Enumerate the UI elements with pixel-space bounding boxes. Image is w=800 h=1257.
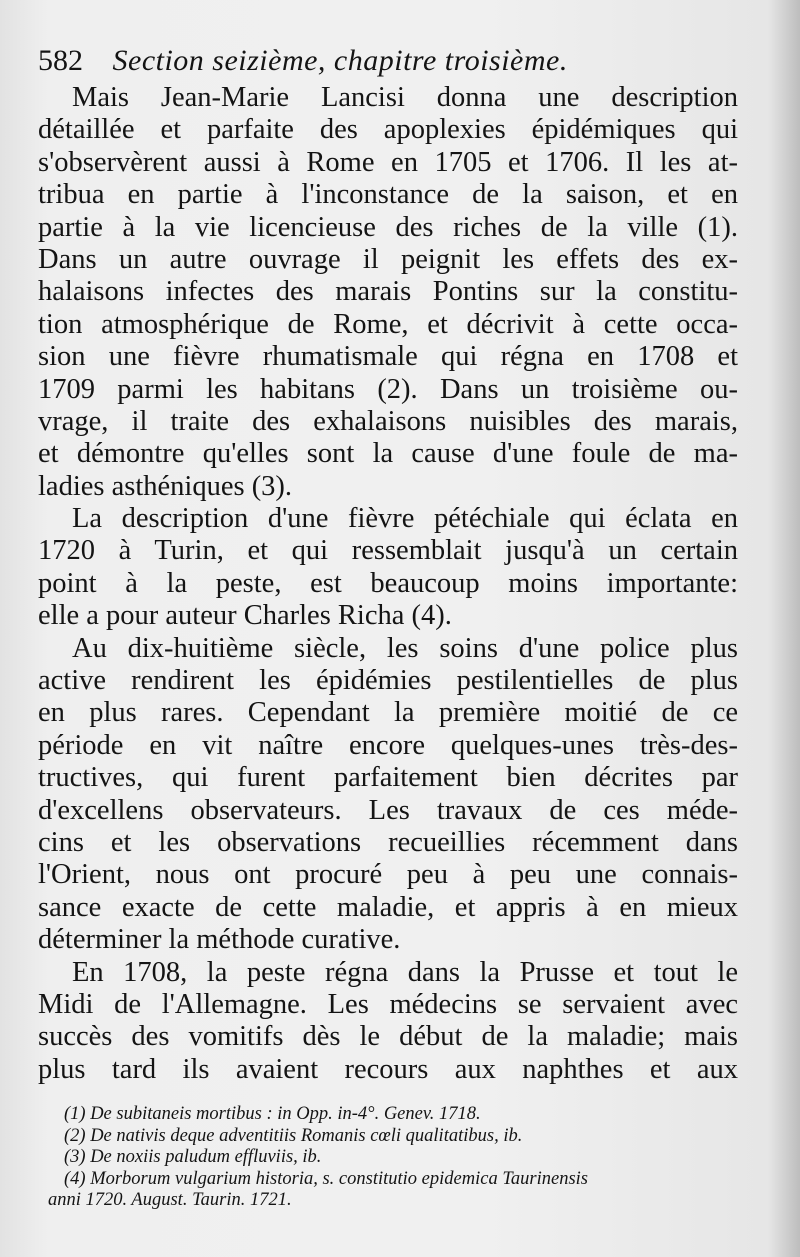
- body-text: [38, 82, 738, 1086]
- text-line: succès des vomitifs dès le début de la maladie; mais: [38, 1021, 738, 1053]
- footnote: (1) De subitaneis mortibus : in Opp. in-4°. Genev. 1718.: [64, 1104, 481, 1124]
- text-line: Midi de l'Allemagne. Les médecins se servaient avec: [38, 988, 738, 1020]
- text-line: halaisons infectes des marais Pontins sur la constitu-: [38, 276, 738, 308]
- text-line: Mais Jean-Marie Lancisi donna une description: [72, 82, 738, 113]
- text-line: partie à la vie licencieuse des riches de la ville (1).: [38, 211, 738, 243]
- text-line: et démontre qu'elles sont la cause d'une foule de ma-: [38, 438, 738, 470]
- text-line: cins et les observations recueillies récemment dans: [38, 826, 738, 858]
- text-line: s'observèrent aussi à Rome en 1705 et 1706. Il les at-: [38, 146, 738, 178]
- text-line: 1720 à Turin, et qui ressemblait jusqu'à un certain: [38, 535, 738, 567]
- text-line: en plus rares. Cependant la première moitié de ce: [38, 697, 738, 729]
- text-line: active rendirent les épidémies pestilentielles de plus: [38, 665, 738, 697]
- running-title: Section seizième, chapitre troisième.: [112, 44, 568, 77]
- footnote: (3) De noxiis paludum effluviis, ib.: [64, 1147, 322, 1168]
- text-line: En 1708, la peste régna dans la Prusse et tout le: [72, 956, 738, 988]
- text-line: l'Orient, nous ont procuré peu à peu une connais-: [38, 859, 738, 891]
- text-line: point à la peste, est beaucoup moins importante:: [38, 567, 738, 599]
- text-line: déterminer la méthode curative.: [38, 924, 401, 956]
- text-line: période en vit naître encore quelques-unes très-des-: [38, 729, 738, 761]
- text-line: Au dix-huitième siècle, les soins d'une police plus: [72, 632, 738, 664]
- text-line: d'excellens observateurs. Les travaux de ces méde-: [38, 794, 738, 826]
- text-line: sance exacte de cette maladie, et appris à en mieux: [38, 891, 738, 923]
- text-line: tructives, qui furent parfaitement bien décrites par: [38, 762, 738, 794]
- footnotes: [48, 1104, 754, 1212]
- footnote: (2) De nativis deque adventitiis Romanis cœli qualitatibus, ib.: [64, 1125, 523, 1146]
- text-line: La description d'une fièvre pétéchiale qui éclata en: [72, 503, 738, 535]
- page-number: 582: [38, 44, 83, 77]
- text-line: plus tard ils avaient recours aux naphthes et aux: [38, 1053, 738, 1085]
- text-line: tribua en partie à l'inconstance de la saison, et en: [38, 179, 738, 211]
- text-line: tion atmosphérique de Rome, et décrivit à cette occa-: [38, 308, 738, 340]
- text-line: vrage, il traite des exhalaisons nuisibles des marais,: [38, 405, 738, 437]
- text-line: ladies asthéniques (3).: [38, 470, 293, 502]
- text-line: 1709 parmi les habitans (2). Dans un troisième ou-: [38, 373, 738, 405]
- footnote-continuation: anni 1720. August. Taurin. 1721.: [48, 1190, 292, 1211]
- text-line: Dans un autre ouvrage il peignit les effets des ex-: [38, 243, 738, 275]
- page-header: [38, 40, 738, 82]
- footnote: (4) Morborum vulgarium historia, s. constitutio epidemica Taurinensis: [64, 1168, 588, 1189]
- text-line: détaillée et parfaite des apoplexies épidémiques qui: [38, 114, 738, 146]
- text-line: sion une fièvre rhumatismale qui régna en 1708 et: [38, 341, 738, 373]
- text-line: elle a pour auteur Charles Richa (4).: [38, 600, 452, 632]
